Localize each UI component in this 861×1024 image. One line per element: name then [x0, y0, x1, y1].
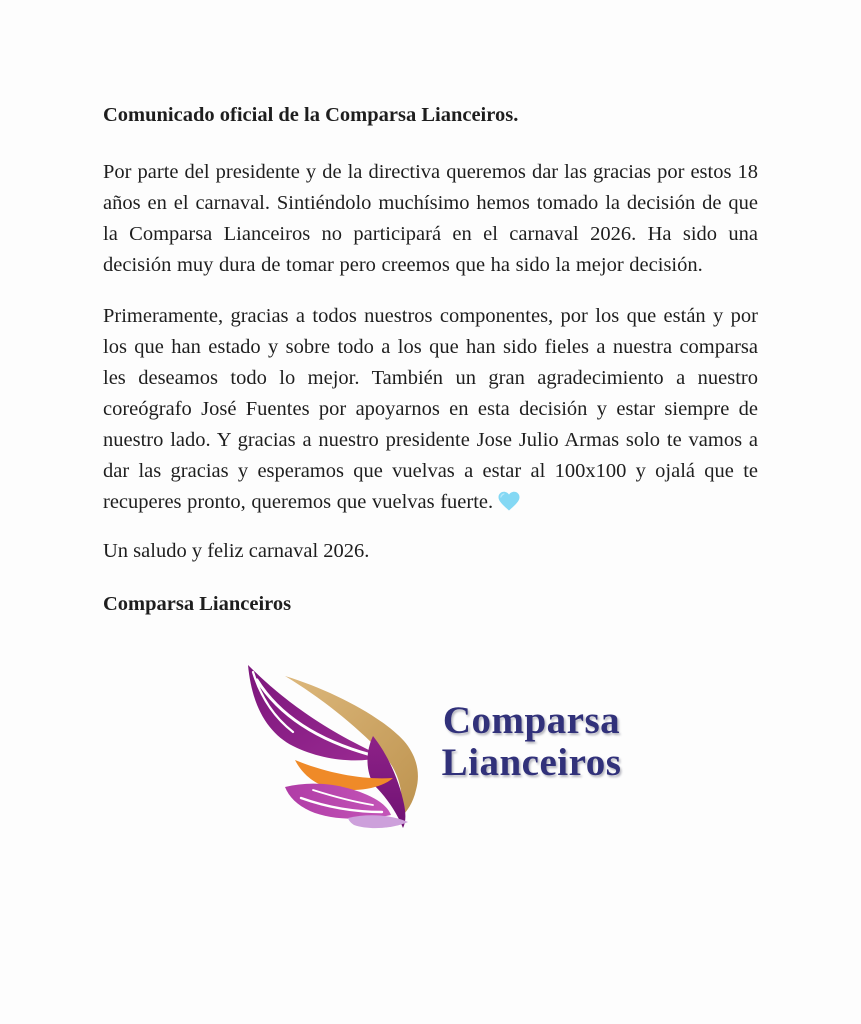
paragraph-2-text: Primeramente, gracias a todos nuestros componentes, por los que están y por los que han estado y sobre todo a los que han sido fieles a nuestra comparsa les deseamos todo lo mejor. También un gran agradecimiento a nuestro coreógrafo José Fuentes por apoyarnos en esta decisión y estar siempre de nuestro lado. Y gracias a nuestro presidente Jose Julio Armas solo te vamos a dar las gracias y esperamos que vuelvas a estar al 100x100 y ojalá que te recuperes pronto, queremos que vuelvas fuerte. — [103, 305, 758, 513]
paragraph-1 — [103, 157, 758, 281]
light-blue-heart-icon — [497, 490, 521, 512]
paragraph-1-text: Por parte del presidente y de la directiva queremos dar las gracias por estos 18 años en el carnaval. Sintiéndolo muchísimo hemos tomado la decisión de que la Comparsa Lianceiros no participará en el carnaval 2026. Ha sido una decisión muy dura de tomar pero creemos que ha sido la mejor decisión. — [103, 161, 758, 276]
paragraph-2 — [103, 301, 758, 518]
closing-line: Un saludo y feliz carnaval 2026. — [103, 540, 370, 562]
logo-text-line2: Lianceiros — [441, 741, 622, 784]
logo-text — [427, 700, 630, 784]
comparsa-lianceiros-logo — [235, 660, 630, 830]
wing-logo-icon — [235, 660, 427, 830]
signature: Comparsa Lianceiros — [103, 593, 292, 615]
document-title: Comunicado oficial de la Comparsa Lianceiros. — [103, 104, 519, 126]
logo-text-line1: Comparsa — [442, 699, 621, 742]
